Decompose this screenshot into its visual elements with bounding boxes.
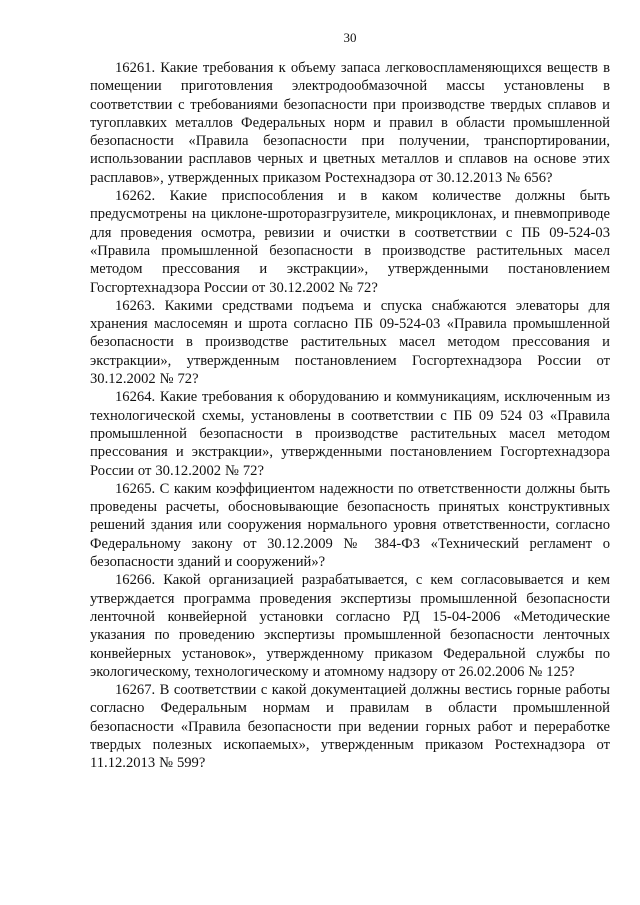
question-16261: 16261. Какие требования к объему запаса легковоспламеняющихся веществ в помещении приготовления электродообмазочной массы установлены в соответствии с требованиями безопасности при производстве твердых сплавов и тугоплавких металлов Федеральных норм и правил в области промышленной безопасности «Правила безопасности при получении, транспортировании, использовании расплавов черных и цветных металлов и сплавов на основе этих расплавов», утвержденных приказом Ростехнадзора от 30.12.2013 № 656? [90,60,610,186]
question-16264: 16264. Какие требования к оборудованию и коммуникациям, исключенным из технологической схемы, установлены в соответствии с ПБ 09 524 03 «Правила промышленной безопасности в производстве растительных масел методом прессования и экстракции», утвержденными постановлением Госгортехнадзора России от 30.12.2002 № 72? [90,389,610,479]
question-16262: 16262. Какие приспособления и в каком количестве должны быть предусмотрены на циклоне-шроторазгрузителе, микроциклонах, и пневмоприводе для проведения осмотра, ревизии и очистки в соответствии с ПБ 09-524-03 «Правила промышленной безопасности в производстве растительных масел методом прессования и экстракции», утвержденными постановлением Госгортехнадзора России от 30.12.2002 № 72? [90,188,610,296]
page-number: 30 [343,30,357,45]
question-16265: 16265. С каким коэффициентом надежности по ответственности должны быть проведены расчеты, обосновывающие безопасность принятых конструктивных решений здания или сооружения нормального уровня ответственности, согласно Федеральному закону от 30.12.2009 № 384-ФЗ «Технический регламент о безопасности зданий и сооружений»? [90,480,610,571]
question-16266: 16266. Какой организацией разрабатывается, с кем согласовывается и кем утверждается программа проведения экспертизы промышленной безопасности ленточной конвейерной установки согласно РД 15-04-2006 «Методические указания по проведению экспертизы промышленной безопасности ленточных конвейерных установок», утвержденному приказом Федеральной службы по экологическому, технологическому и атомному надзору от 26.02.2006 № 125? [90,572,610,680]
question-16267: 16267. В соответствии с какой документацией должны вестись горные работы согласно Федеральным нормам и правилам в области промышленной безопасности «Правила безопасности при ведении горных работ и переработке твердых полезных ископаемых», утвержденным приказом Ростехнадзора от 11.12.2013 № 599? [90,682,610,772]
question-16263: 16263. Какими средствами подъема и спуска снабжаются элеваторы для хранения маслосемян и шрота согласно ПБ 09-524-03 «Правила промышленной безопасности в производстве растительных масел методом прессования и экстракции», утвержденным постановлением Госгортехнадзора России от 30.12.2002 № 72? [90,297,610,388]
